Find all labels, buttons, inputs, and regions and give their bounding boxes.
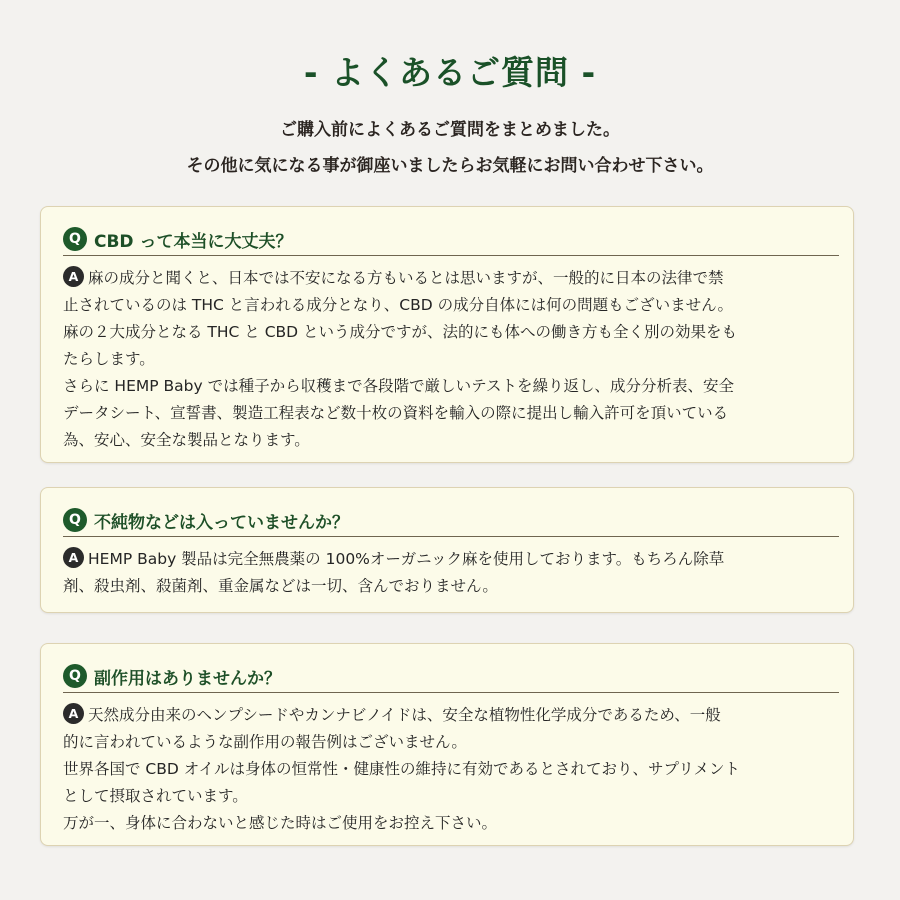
answer-badge-icon: A [63,547,84,568]
answer-line: 為、安心、安全な製品となります。 [63,431,310,449]
answer-line-text: 麻の成分と聞くと、日本では不安になる方もいるとは思いますが、一般的に日本の法律で禁 [88,269,724,287]
answer-line: 剤、殺虫剤、殺菌剤、重金属などは一切、含んでおりません。 [63,577,498,595]
faq-question [63,504,839,537]
question-text: 副作用はありませんか？ [94,668,281,689]
intro-text-line-2: その他に気になる事が御座いましたらお気軽にお問い合わせ下さい。 [186,156,714,176]
faq-card-side-effects [40,643,854,846]
faq-question [63,660,839,693]
answer-line: として摂取されています。 [63,787,248,805]
answer-line: 万が一、身体に合わないと感じた時はご使用をお控え下さい。 [63,814,498,832]
answer-badge-icon: A [63,703,84,724]
faq-question [63,223,839,256]
answer-line [63,702,845,729]
answer-line: 止されているのは THC と言われる成分となり、CBD の成分自体には何の問題もございません。 [63,296,734,314]
answer-line-text: HEMP Baby 製品は完全無農薬の 100%オーガニック麻を使用しております。もちろん除草 [88,550,725,568]
answer-line [63,265,845,292]
answer-line-text: 天然成分由来のヘンプシードやカンナビノイドは、安全な植物性化学成分であるため、一般 [88,706,721,724]
question-text: 不純物などは入っていませんか？ [94,512,349,533]
answer-line: さらに HEMP Baby では種子から収穫まで各段階で厳しいテストを繰り返し、成分分析表、安全 [63,377,734,395]
answer-line: 麻の２大成分となる THC と CBD という成分ですが、法的にも体への働き方も全く別の効果をも [63,323,738,341]
faq-card-impurities [40,487,854,613]
question-badge-icon: Q [63,508,87,532]
page-title: - よくあるご質問 - [303,53,597,92]
question-badge-icon: Q [63,664,87,688]
faq-answer [63,702,845,837]
faq-answer [63,265,845,454]
intro-text-line-1: ご購入前によくあるご質問をまとめました。 [280,120,620,140]
answer-line: 世界各国で CBD オイルは身体の恒常性・健康性の維持に有効であるとされており、サプリメント [63,760,741,778]
answer-line [63,546,845,573]
answer-line: 的に言われているような副作用の報告例はございません。 [63,733,467,751]
question-badge-icon: Q [63,227,87,251]
faq-answer [63,546,845,600]
answer-badge-icon: A [63,266,84,287]
answer-line: データシート、宣誓書、製造工程表など数十枚の資料を輸入の際に提出し輸入許可を頂いている [63,404,729,422]
question-text: CBD って本当に大丈夫？ [94,231,293,252]
answer-line: たらします。 [63,350,155,368]
faq-card-cbd-safety [40,206,854,463]
